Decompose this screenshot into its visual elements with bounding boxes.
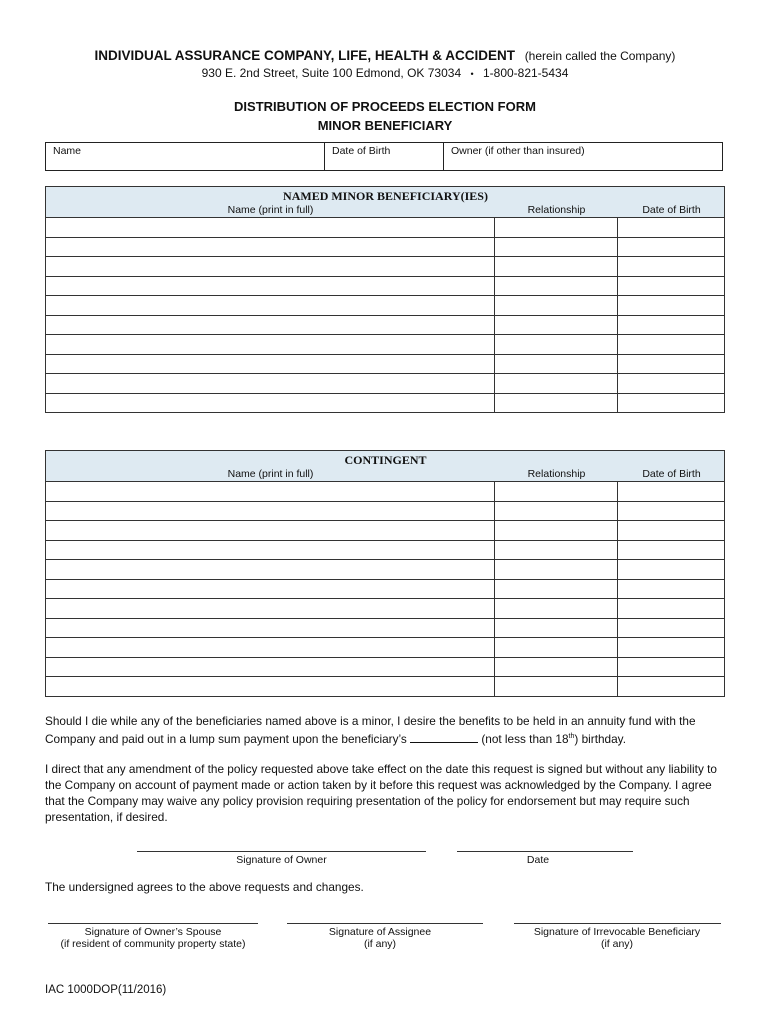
minor-instruction-paragraph: [45, 713, 727, 747]
assignee-signature-label: [287, 926, 473, 950]
irrevocable-label: Signature of Irrevocable Beneficiary: [533, 926, 701, 938]
company-address-line: [0, 66, 770, 80]
table-row: [46, 276, 725, 296]
table-header: [46, 187, 725, 218]
irrevocable-signature-label: [507, 926, 727, 950]
amendment-paragraph: I direct that any amendment of the policy requested above take effect on the date this request is signed but without any liability to the Company on account of payment made or action taken by it before this request was acknowledged by the Company. I agree that the Company may waive any policy provision requiring presentation of the policy for endorsement but may require such presentation, if desired.: [45, 762, 717, 824]
company-address: 930 E. 2nd Street, Suite 100 Edmond, OK 73034: [201, 66, 462, 80]
col-dob-header: Date of Birth: [642, 204, 701, 216]
owner-label: Owner (if other than insured): [451, 145, 585, 157]
table-row: [46, 638, 725, 658]
name-cell[interactable]: [46, 540, 495, 560]
table-row: [46, 482, 725, 502]
table-row: [46, 599, 725, 619]
dob-cell[interactable]: [618, 354, 725, 374]
table-row: [46, 521, 725, 541]
dob-cell[interactable]: [618, 276, 725, 296]
company-name: INDIVIDUAL ASSURANCE COMPANY, LIFE, HEALTH & ACCIDENT: [94, 48, 516, 63]
table-row: [46, 677, 725, 697]
name-cell[interactable]: [46, 393, 495, 413]
irrevocable-signature-line[interactable]: [514, 923, 721, 924]
col-dob-header: Date of Birth: [642, 468, 701, 480]
table-row: [46, 335, 725, 355]
form-subtitle: MINOR BENEFICIARY: [317, 118, 453, 133]
relationship-cell[interactable]: [495, 237, 618, 257]
col-relationship-header: Relationship: [527, 468, 586, 480]
name-cell[interactable]: [46, 276, 495, 296]
dob-cell[interactable]: [618, 501, 725, 521]
name-cell[interactable]: [46, 579, 495, 599]
table-row: [46, 218, 725, 238]
form-code: IAC 1000DOP(11/2016): [45, 984, 167, 996]
birthday-age-blank[interactable]: [410, 731, 478, 743]
name-cell[interactable]: [46, 374, 495, 394]
dob-cell[interactable]: [618, 374, 725, 394]
col-name-header: Name (print in full): [227, 204, 314, 216]
name-cell[interactable]: [46, 237, 495, 257]
name-cell[interactable]: [46, 482, 495, 502]
relationship-cell[interactable]: [495, 315, 618, 335]
name-cell[interactable]: [46, 335, 495, 355]
col-relationship-header: Relationship: [527, 204, 586, 216]
company-phone: 1-800-821-5434: [482, 66, 569, 80]
dob-cell[interactable]: [618, 638, 725, 658]
table-row: [46, 257, 725, 277]
spouse-signature-line[interactable]: [48, 923, 258, 924]
name-cell[interactable]: [46, 657, 495, 677]
assignee-signature-line[interactable]: [287, 923, 483, 924]
name-cell[interactable]: [46, 560, 495, 580]
dob-cell[interactable]: [618, 482, 725, 502]
relationship-cell[interactable]: [495, 354, 618, 374]
dob-cell[interactable]: [618, 335, 725, 355]
table-row: [46, 501, 725, 521]
owner-signature-line[interactable]: [137, 851, 426, 852]
name-cell[interactable]: [46, 501, 495, 521]
name-cell[interactable]: [46, 218, 495, 238]
insured-info-box: [45, 142, 723, 171]
name-cell[interactable]: [46, 638, 495, 658]
relationship-cell[interactable]: [495, 579, 618, 599]
relationship-cell[interactable]: [495, 540, 618, 560]
name-cell[interactable]: [46, 618, 495, 638]
dob-cell[interactable]: [618, 237, 725, 257]
table-row: [46, 393, 725, 413]
spouse-signature-label: [38, 926, 268, 950]
dob-cell[interactable]: [618, 393, 725, 413]
relationship-cell[interactable]: [495, 501, 618, 521]
contingent-beneficiary-table: [45, 450, 725, 697]
col-name-header: Name (print in full): [227, 468, 314, 480]
table-row: [46, 374, 725, 394]
contingent-table-title: CONTINGENT: [344, 453, 427, 467]
spouse-label: Signature of Owner’s Spouse: [84, 926, 222, 938]
relationship-cell[interactable]: [495, 657, 618, 677]
dob-cell[interactable]: [618, 657, 725, 677]
name-cell[interactable]: [46, 354, 495, 374]
dob-cell[interactable]: [618, 560, 725, 580]
dob-cell[interactable]: [618, 218, 725, 238]
date-label: Date: [526, 854, 550, 866]
form-title: DISTRIBUTION OF PROCEEDS ELECTION FORM: [234, 99, 536, 114]
relationship-cell[interactable]: [495, 638, 618, 658]
agreement-text: The undersigned agrees to the above requests and changes.: [45, 880, 364, 894]
table-row: [46, 657, 725, 677]
relationship-cell[interactable]: [495, 677, 618, 697]
dob-cell[interactable]: [618, 296, 725, 316]
table-row: [46, 560, 725, 580]
company-header: [0, 48, 770, 63]
relationship-cell[interactable]: [495, 296, 618, 316]
relationship-cell[interactable]: [495, 560, 618, 580]
irrevocable-note: (if any): [600, 938, 634, 950]
relationship-cell[interactable]: [495, 257, 618, 277]
dob-label: Date of Birth: [332, 145, 391, 157]
named-table-title: NAMED MINOR BENEFICIARY(IES): [283, 189, 488, 203]
dob-cell[interactable]: [618, 618, 725, 638]
relationship-cell[interactable]: [495, 218, 618, 238]
dob-cell[interactable]: [618, 540, 725, 560]
owner-field[interactable]: [444, 143, 722, 170]
dob-field[interactable]: [325, 143, 444, 170]
dob-cell[interactable]: [618, 521, 725, 541]
dob-cell[interactable]: [618, 315, 725, 335]
table-row: [46, 315, 725, 335]
relationship-cell[interactable]: [495, 618, 618, 638]
relationship-cell[interactable]: [495, 599, 618, 619]
name-cell[interactable]: [46, 677, 495, 697]
dob-cell[interactable]: [618, 599, 725, 619]
relationship-cell[interactable]: [495, 521, 618, 541]
name-cell[interactable]: [46, 521, 495, 541]
relationship-cell[interactable]: [495, 335, 618, 355]
name-label: Name: [53, 145, 82, 157]
assignee-label: Signature of Assignee: [328, 926, 432, 938]
p1-text-1: Should I die while any of the beneficiaries named above is a minor, I desire the benefits to be held in an annuity fund with the Company and paid out in a lump sum payment upon the beneficiary’s: [45, 714, 696, 746]
table-row: [46, 354, 725, 374]
dob-cell[interactable]: [618, 677, 725, 697]
p1-text-3: ) birthday.: [574, 731, 626, 746]
name-field[interactable]: [46, 143, 325, 170]
table-row: [46, 237, 725, 257]
name-cell[interactable]: [46, 257, 495, 277]
p1-text-2: (not less than 18: [478, 731, 569, 746]
relationship-cell[interactable]: [495, 374, 618, 394]
relationship-cell[interactable]: [495, 276, 618, 296]
dob-cell[interactable]: [618, 579, 725, 599]
name-cell[interactable]: [46, 599, 495, 619]
separator-dot: •: [470, 69, 474, 79]
relationship-cell[interactable]: [495, 482, 618, 502]
table-row: [46, 296, 725, 316]
spouse-note: (if resident of community property state): [60, 938, 246, 950]
company-note: (herein called the Company): [524, 49, 676, 63]
p1-superscript: th: [568, 733, 575, 740]
name-cell[interactable]: [46, 315, 495, 335]
dob-cell[interactable]: [618, 257, 725, 277]
table-row: [46, 618, 725, 638]
named-beneficiary-table: [45, 186, 725, 413]
owner-signature-label: Signature of Owner: [236, 854, 327, 866]
table-header: [46, 451, 725, 482]
date-line[interactable]: [457, 851, 633, 852]
relationship-cell[interactable]: [495, 393, 618, 413]
assignee-note: (if any): [363, 938, 397, 950]
table-row: [46, 579, 725, 599]
name-cell[interactable]: [46, 296, 495, 316]
table-row: [46, 540, 725, 560]
